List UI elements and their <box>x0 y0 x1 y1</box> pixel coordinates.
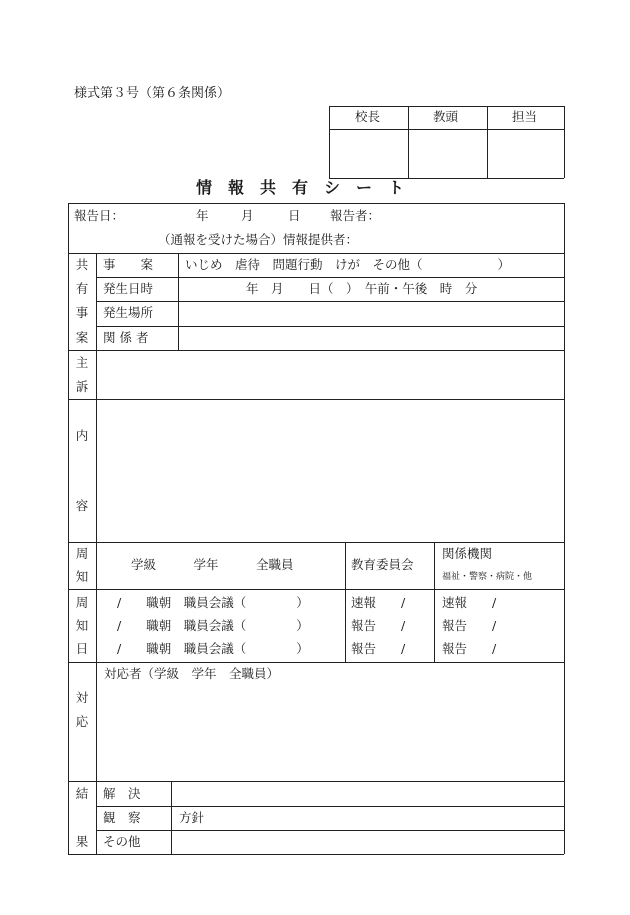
occurrence-place-field[interactable] <box>179 302 563 325</box>
result-side-2: 果 <box>75 834 89 849</box>
stamp-box-principal[interactable] <box>330 130 407 177</box>
complaint-side-2: 訴 <box>75 379 89 394</box>
notice-agencies-row-3[interactable]: 報告 / <box>442 641 497 656</box>
approval-principal: 校長 <box>355 109 381 124</box>
shared-side-3: 事 <box>75 305 89 320</box>
notice-agencies-row-2[interactable]: 報告 / <box>442 618 497 633</box>
approval-staff: 担当 <box>512 109 538 124</box>
report-date-label: 報告日： <box>74 208 125 223</box>
report-year-label: 年 <box>196 208 209 223</box>
result-side-1: 結 <box>75 786 89 801</box>
occurrence-datetime-label: 発生日時 <box>103 281 154 296</box>
notice-date-side-1: 周 <box>75 595 89 610</box>
result-other-field[interactable] <box>172 831 563 853</box>
notice-staff-row-2[interactable]: / 職朝 職員会議（ ） <box>117 618 309 633</box>
reporter-label: 報告者： <box>330 208 381 223</box>
stamp-box-vice-principal[interactable] <box>409 130 486 177</box>
result-policy-label: 方針 <box>179 810 205 825</box>
incident-type-label: 事 案 <box>103 257 154 272</box>
notice-side-2: 知 <box>75 569 89 584</box>
notice-agencies-row-1[interactable]: 速報 / <box>442 595 497 610</box>
notice-board-row-2[interactable]: 報告 / <box>351 618 406 633</box>
content-side-1: 内 <box>75 428 89 443</box>
notice-board-header: 教育委員会 <box>351 557 414 572</box>
notice-agencies-header: 関係機関 <box>442 546 493 561</box>
response-side-2: 応 <box>75 714 89 729</box>
notice-agencies-sub: 福祉・警察・病院・他 <box>442 572 533 582</box>
responder-label: 対応者（学級 学年 全職員） <box>104 666 280 681</box>
complaint-field[interactable] <box>97 351 563 398</box>
related-persons-label: 関 係 者 <box>103 330 149 345</box>
result-resolved-label: 解 決 <box>103 786 141 801</box>
notice-date-side-3: 日 <box>75 641 89 656</box>
response-side-1: 対 <box>75 690 89 705</box>
form-id: 様式第３号（第６条関係） <box>74 86 231 101</box>
complaint-side-1: 主 <box>75 355 89 370</box>
report-day-label: 日 <box>288 208 301 223</box>
content-field[interactable] <box>97 400 563 541</box>
notice-staff-row-3[interactable]: / 職朝 職員会議（ ） <box>117 641 309 656</box>
incident-type-options[interactable]: いじめ 虐待 問題行動 けが その他（ ） <box>185 257 511 272</box>
notice-board-row-1[interactable]: 速報 / <box>351 595 406 610</box>
result-policy-field[interactable] <box>205 807 563 829</box>
response-field[interactable] <box>97 685 563 780</box>
page-title: 情 報 共 有 シ ー ト <box>196 178 405 197</box>
result-observation-label: 観 察 <box>103 810 141 825</box>
notice-board-row-3[interactable]: 報告 / <box>351 641 406 656</box>
notice-staff-header: 学級 学年 全職員 <box>131 557 294 572</box>
shared-side-2: 有 <box>75 281 89 296</box>
content-side-2: 容 <box>75 498 89 513</box>
related-persons-field[interactable] <box>179 327 563 349</box>
occurrence-datetime-field[interactable]: 年 月 日（ ） 午前・午後 時 分 <box>246 281 478 296</box>
report-month-label: 月 <box>241 208 254 223</box>
notice-staff-row-1[interactable]: / 職朝 職員会議（ ） <box>117 595 309 610</box>
shared-side-4: 案 <box>75 330 89 345</box>
shared-side-1: 共 <box>75 257 89 272</box>
approval-vice-principal: 教頭 <box>433 109 459 124</box>
result-resolved-field[interactable] <box>172 782 563 805</box>
notice-side-1: 周 <box>75 546 89 561</box>
notice-date-side-2: 知 <box>75 618 89 633</box>
informant-label: （通報を受けた場合）情報提供者： <box>158 232 359 247</box>
result-other-label: その他 <box>103 834 141 849</box>
stamp-box-staff[interactable] <box>488 130 563 177</box>
occurrence-place-label: 発生場所 <box>103 305 154 320</box>
